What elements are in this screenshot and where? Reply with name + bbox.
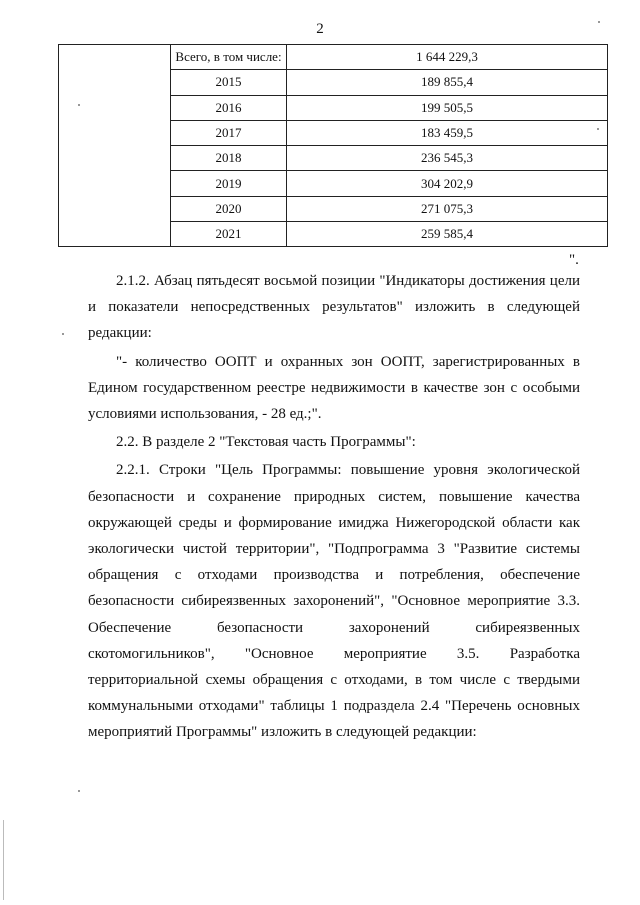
table-year-cell: 2020 bbox=[171, 196, 287, 221]
table-year-cell: Всего, в том числе: bbox=[171, 45, 287, 70]
table-row bbox=[59, 45, 608, 70]
financing-table bbox=[58, 44, 608, 247]
scan-speck bbox=[62, 333, 64, 335]
body-text bbox=[88, 268, 580, 746]
table-year-cell: 2017 bbox=[171, 120, 287, 145]
table-year-cell: 2018 bbox=[171, 146, 287, 171]
table-value-cell: 183 459,5 bbox=[287, 120, 608, 145]
paragraph-indicator-quote: "- количество ООПТ и охранных зон ООПТ, зарегистрированных в Едином государственном реестре недвижимости в качестве зон с особыми условиями использования, - 28 ед.;". bbox=[88, 353, 580, 423]
paragraph-2-2-1: 2.2.1. Строки "Цель Программы: повышение уровня экологической безопасности и сохранение природных систем, повышение качества окружающей среды и формирование имиджа Нижегородской области как экологически чистой территории", "Подпрограмма 3 "Развитие системы обращения с отходами производства и потребления, обеспечение безопасности сибиреязвенных захоронений", "Основное мероприятие 3.3. Обеспечение безопасности захоронений сибиреязвенных скотомогильников", "Основное мероприятие 3.5. Разработка территориальной схемы обращения с отходами, в том числе с твердыми коммунальными отходами" таблицы 1 подраздела 2.4 "Перечень основных мероприятий Программы" изложить в следующей редакции: bbox=[88, 462, 580, 741]
table-value-cell: 189 855,4 bbox=[287, 70, 608, 95]
table-year-cell: 2021 bbox=[171, 222, 287, 247]
table-value-cell: 271 075,3 bbox=[287, 196, 608, 221]
table-value-cell: 1 644 229,3 bbox=[287, 45, 608, 70]
table-value-cell: 199 505,5 bbox=[287, 95, 608, 120]
page-number: 2 bbox=[316, 21, 324, 37]
table-closing-quote: ". bbox=[569, 252, 579, 268]
scan-speck bbox=[78, 104, 80, 106]
table-blank-cell bbox=[59, 45, 171, 247]
scan-speck bbox=[597, 128, 599, 130]
scan-edge-line bbox=[3, 820, 4, 900]
paragraph-2-2: 2.2. В разделе 2 "Текстовая часть Программы": bbox=[116, 434, 416, 451]
table-value-cell: 259 585,4 bbox=[287, 222, 608, 247]
table-year-cell: 2015 bbox=[171, 70, 287, 95]
table-value-cell: 236 545,3 bbox=[287, 146, 608, 171]
table-year-cell: 2019 bbox=[171, 171, 287, 196]
table-year-cell: 2016 bbox=[171, 95, 287, 120]
table-value-cell: 304 202,9 bbox=[287, 171, 608, 196]
financing-table-body bbox=[59, 45, 608, 247]
scan-speck bbox=[598, 21, 600, 23]
paragraph-2-1-2: 2.1.2. Абзац пятьдесят восьмой позиции "Индикаторы достижения цели и показатели непосредственных результатов" изложить в следующей редакции: bbox=[88, 273, 580, 342]
scan-speck bbox=[78, 790, 80, 792]
